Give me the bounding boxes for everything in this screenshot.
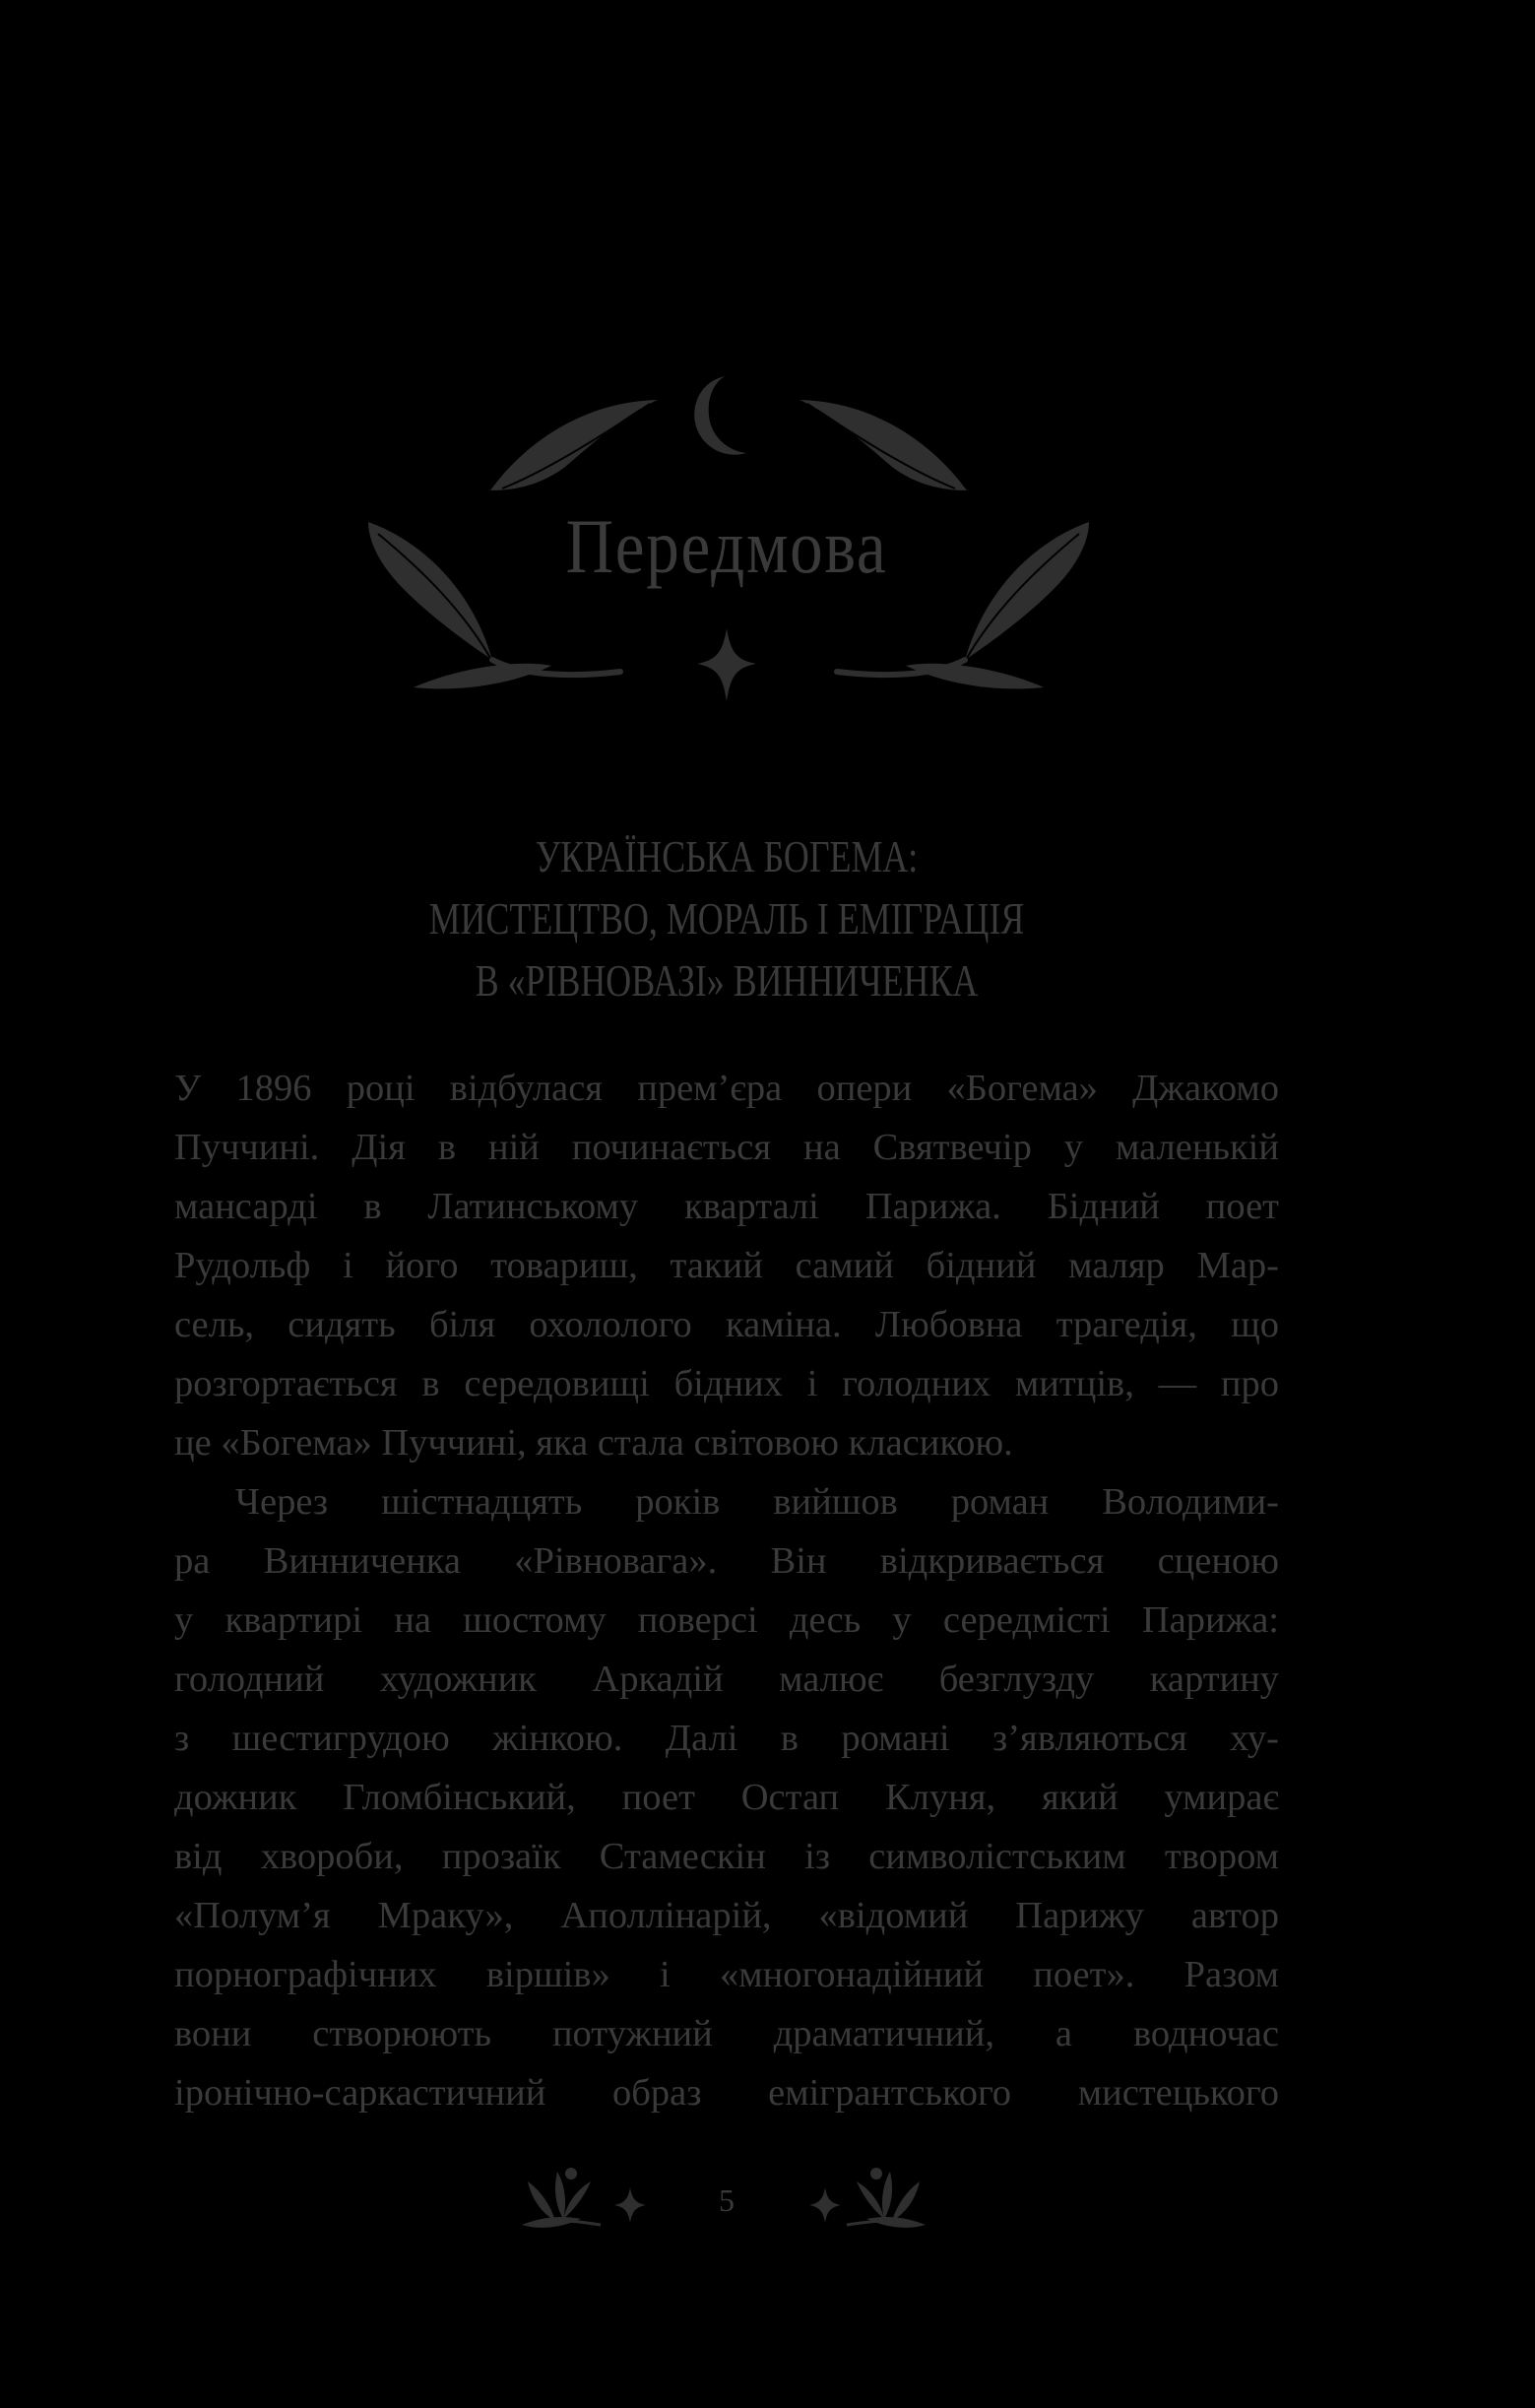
text-line: іронічно-саркастичний образ емігрантського мистецького: [174, 2072, 1279, 2114]
four-point-star-icon: [809, 2187, 841, 2223]
page-number: 5: [719, 2182, 735, 2218]
text-line: Через шістнадцять років вийшов роман Володими-: [235, 1481, 1279, 1523]
leaf-branch-icon: [799, 400, 967, 490]
subtitle-line: В «РІВНОВАЗІ» ВИННИЧЕНКА: [475, 955, 979, 1006]
text-line: дожник Гломбінський, поет Остап Клуня, який умирає: [174, 1777, 1279, 1818]
text-line: ра Винниченка «Рівновага». Він відкривається сценою: [174, 1540, 1279, 1582]
text-line: Пуччині. Дія в ній починається на Святвечір у маленькій: [174, 1127, 1279, 1168]
text-line: Рудольф і його товариш, такий самий бідний маляр Мар-: [174, 1245, 1279, 1286]
body-text: [174, 1059, 1279, 2122]
crescent-moon-icon: [694, 376, 746, 455]
chapter-subtitle: [0, 825, 1453, 1011]
paragraph: [174, 1059, 1279, 1472]
text-line: це «Богема» Пуччині, яка стала світовою класикою.: [174, 1422, 1013, 1464]
leaf-branch-icon: [490, 400, 658, 490]
subtitle-line: МИСТЕЦТВО, МОРАЛЬ І ЕМІГРАЦІЯ: [428, 893, 1025, 944]
four-point-star-icon: [697, 628, 756, 701]
text-line: вони створюють потужний драматичний, а водночас: [174, 2013, 1279, 2054]
subtitle-line: УКРАЇНСЬКА БОГЕМА:: [535, 831, 919, 881]
text-line: з шестигрудою жінкою. Далі в романі з’являються ху-: [174, 1718, 1279, 1759]
paragraph: [174, 1472, 1279, 2122]
text-line: У 1896 році відбулася прем’єра опери «Богема» Джакомо: [174, 1068, 1279, 1109]
text-line: голодний художник Аркадій малює безглузду картину: [174, 1659, 1279, 1700]
text-line: мансарді в Латинському кварталі Парижа. Бідний поет: [174, 1186, 1279, 1227]
text-line: розгортається в середовищі бідних і голодних митців, — про: [174, 1363, 1279, 1404]
text-line: у квартирі на шостому поверсі десь у середмісті Парижа:: [174, 1599, 1279, 1641]
text-line: від хвороби, прозаїк Стамескін із символістським твором: [174, 1836, 1279, 1877]
four-point-star-icon: [614, 2187, 646, 2223]
chapter-title: Передмова: [565, 503, 888, 589]
text-line: порнографічних віршів» і «многонадійний поет». Разом: [174, 1954, 1279, 1995]
text-line: «Полум’я Мраку», Аполлінарій, «відомий Парижу автор: [174, 1895, 1279, 1936]
text-line: сель, сидять біля охололого каміна. Любовна трагедія, що: [174, 1304, 1279, 1345]
flower-sprig-icon: [847, 2168, 926, 2228]
flower-sprig-icon: [522, 2168, 601, 2228]
